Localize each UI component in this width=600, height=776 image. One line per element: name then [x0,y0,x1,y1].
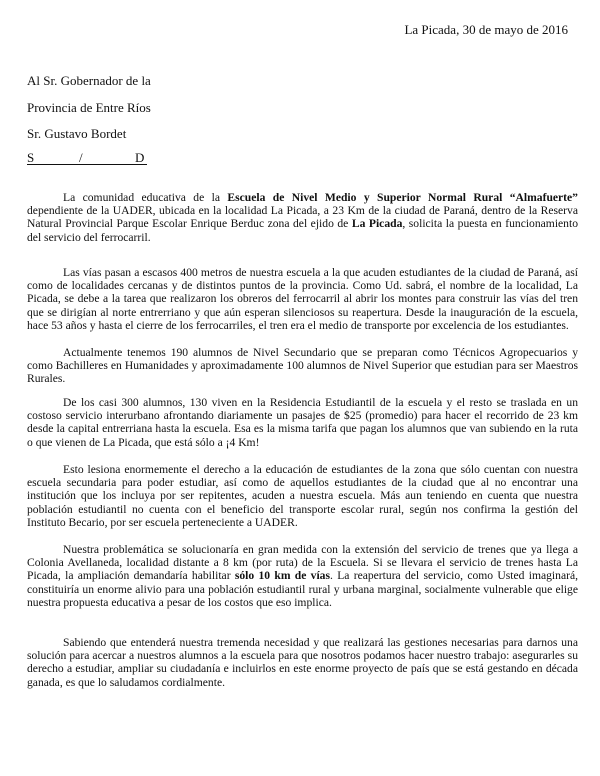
p1-text-e: , solicita la puesta en funcionamiento del servicio del ferrocarril. [27,217,578,244]
p6-text-c: . La reapertura del servicio, como Usted imaginará, constituiría un enorme alivio para una población estudiantil rural y urbana marginal, socialmente vulnerable que elige nuestra propuesta educativa a pesar de los costos que eso implica. [27,569,578,609]
p1-school-name: Escuela de Nivel Medio y Superior Normal Rural “Almafuerte” [227,191,578,204]
recipient-line-3: Sr. Gustavo Bordet [27,126,127,141]
paragraph-5: Esto lesiona enormemente el derecho a la educación de estudiantes de la zona que sólo cuentan con nuestra escuela secundaria para poder estudiar, así como de aquellos estudiantes de la ciudad que al no encontrar una institución que los incluya por ser repitentes, acuden a nuestra escuela. Más aun teniendo en cuenta que nuestra población estudiantil no cuenta con el beneficio del transporte escolar rural, según nos confirma la gestión del Instituto Becario, por ser escuela perteneciente a UADER. [27,463,578,529]
paragraph-4: De los casi 300 alumnos, 130 viven en la Residencia Estudiantil de la escuela y el resto se traslada en un costoso servicio interurbano afrontando diariamente un pasajes de $25 (promedio) para hacer el recorrido de 23 km desde la capital entrerriana hasta la escuela. Esa es la misma tarifa que pagan los alumnos que van subiendo en la ruta o que vienen de La Picada, que está sólo a ¡4 Km! [27,396,578,449]
p6-km-highlight: sólo 10 km de vías [234,569,330,583]
sd-s: S [27,150,35,165]
sd-d: D [135,150,145,165]
sd-salutation [27,150,147,166]
paragraph-6 [27,543,578,609]
p1-locality: La Picada [351,217,403,231]
sd-underline [27,164,147,165]
p1-text-c: dependiente de la UADER, ubicada en la localidad La Picada, a 23 Km de la ciudad de Paraná, dentro de la Reserva Natural Provincial Parque Escolar Enrique Berduc zona del ejido de [27,204,578,231]
paragraph-3: Actualmente tenemos 190 alumnos de Nivel Secundario que se preparan como Técnicos Agropecuarios y como Bachilleres en Humanidades y aproximadamente 100 alumnos de Nivel Superior que estudian para ser Maestros Rurales. [27,346,578,386]
paragraph-1 [27,191,578,244]
sd-slash: / [79,150,83,165]
date-line: La Picada, 30 de mayo de 2016 [404,22,568,37]
paragraph-2: Las vías pasan a escasos 400 metros de nuestra escuela a la que acuden estudiantes de la ciudad de Paraná, así como de localidades cercanas y de distintos puntos de la provincia. Como Ud. sabrá, el nombre de la localidad, La Picada, se debe a la tarea que realizaron los obreros del ferrocarril al abrir los montes para construir las vías del tren que se dirigían al norte entrerriano y que aún esperan silenciosos su reapertura. Desde la inauguración de la escuela, hace 53 años y hasta el cierre de los ferrocarriles, el tren era el medio de transporte por excelencia de los estudiantes. [27,266,578,332]
paragraph-7: Sabiendo que entenderá nuestra tremenda necesidad y que realizará las gestiones necesarias para darnos una solución para acercar a nuestros alumnos a la escuela para que nosotros podamos hacer nuestro trabajo: asegurarles su derecho a estudiar, ampliar su ciudadanía e incluirlos en este enorme proyecto de país que se está gestando en década ganada, es que lo saludamos cordialmente. [27,636,578,689]
recipient-line-2: Provincia de Entre Ríos [27,100,151,115]
p6-text-a: Nuestra problemática se solucionaría en gran medida con la extensión del servicio de trenes que ya llega a Colonia Avellaneda, localidad distante a 8 km (por ruta) de la Escuela. Si se llevara el servicio de trenes hasta La Picada, la ampliación demandaría habilitar [27,543,578,583]
recipient-line-1: Al Sr. Gobernador de la [27,73,151,88]
p1-text-a: La comunidad educativa de la [63,191,228,204]
